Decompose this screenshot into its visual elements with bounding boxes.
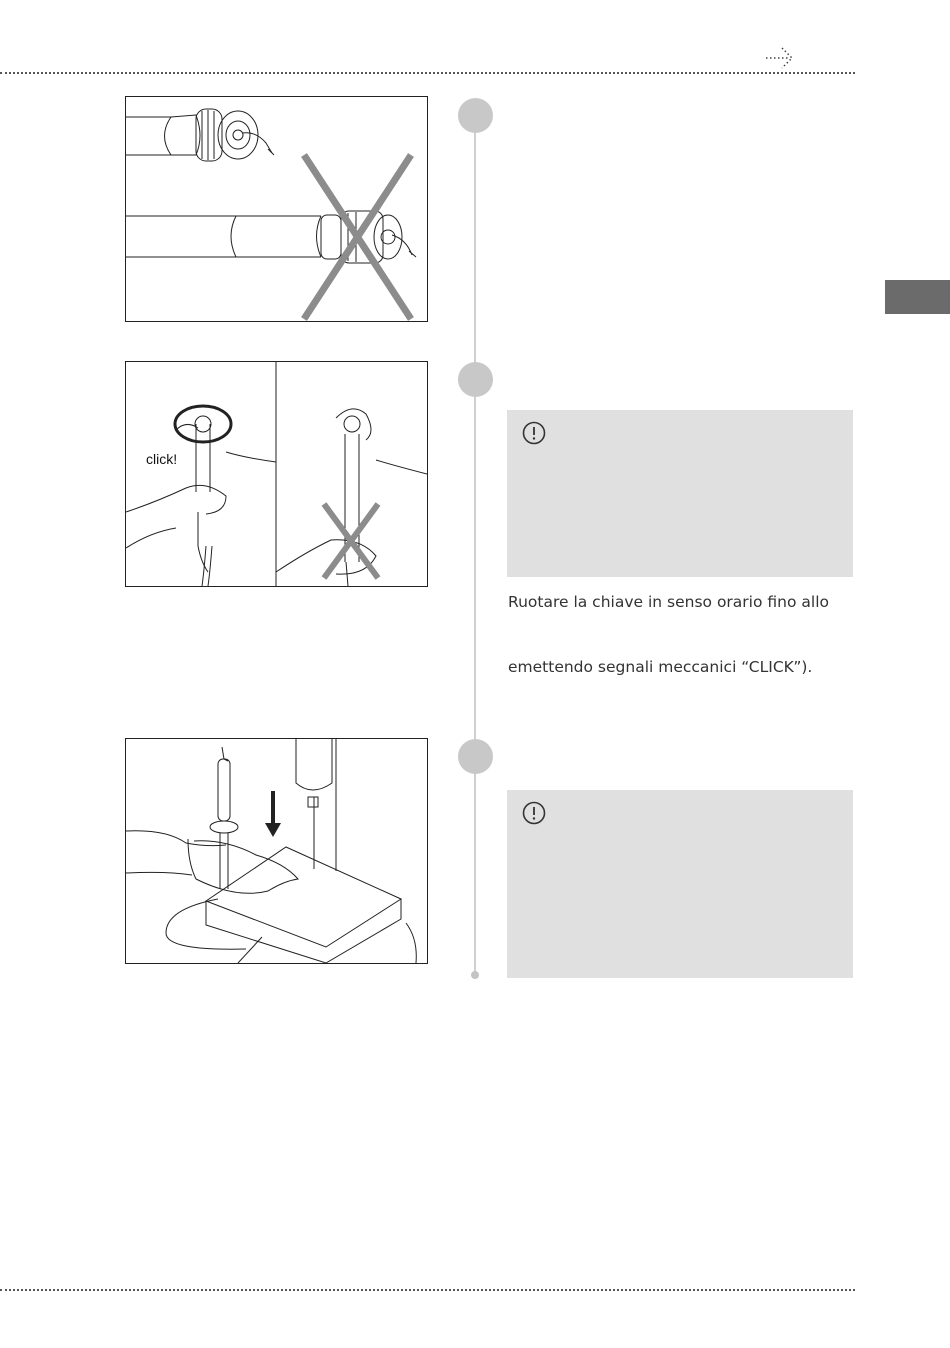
warning-box-step-3 [507, 790, 853, 978]
footer-dotted-rule [0, 1289, 855, 1291]
figure-tightening-key [125, 361, 428, 587]
dotted-arrow-right-icon [764, 44, 798, 70]
step-marker-1 [458, 98, 493, 133]
figure-handpiece-tip [125, 96, 428, 322]
warning-circle-icon [521, 800, 547, 826]
warning-box-step-2 [507, 410, 853, 577]
timeline-end-dot [471, 971, 479, 979]
step-marker-3 [458, 739, 493, 774]
step-2-text-line-1: Ruotare la chiave in senso orario fino allo [508, 593, 829, 611]
steps-timeline [474, 115, 476, 975]
chapter-tab [885, 280, 950, 314]
figure-control-unit [125, 738, 428, 964]
click-callout: click! [146, 451, 178, 467]
step-2-text-line-2: emettendo segnali meccanici “CLICK”). [508, 658, 813, 676]
step-marker-2 [458, 362, 493, 397]
warning-circle-icon [521, 420, 547, 446]
header-dotted-rule [0, 72, 855, 74]
